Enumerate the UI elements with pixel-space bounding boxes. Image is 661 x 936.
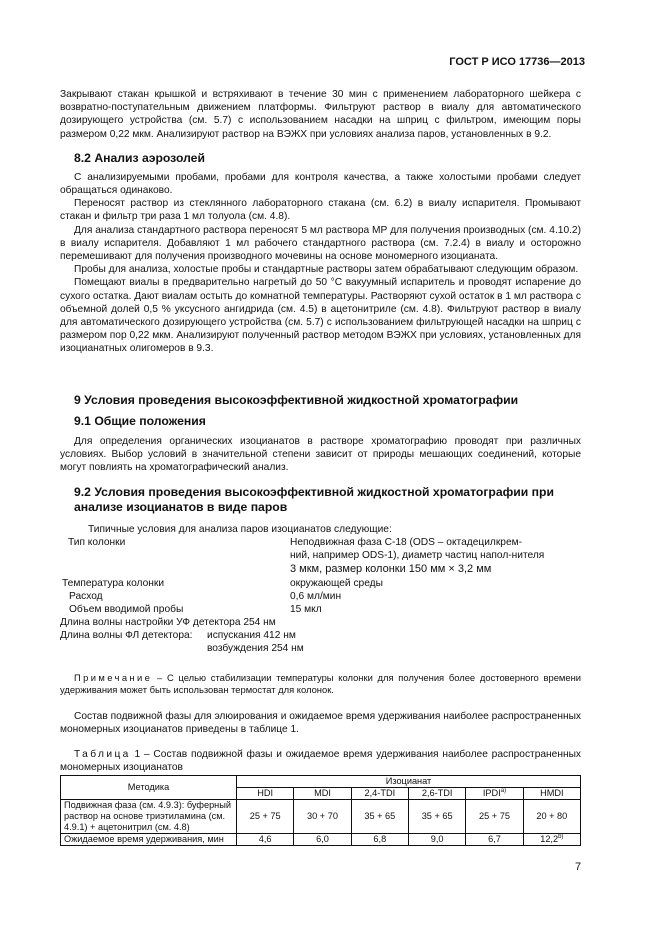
params-intro: Типичные условия для анализа паров изоцианатов следующие: (88, 523, 392, 535)
content-section-8 (60, 88, 581, 356)
paragraph: Для анализа стандартного раствора переносят 5 мл раствора МР для получения производных (см. 4.10.2) в виалу испарителя. Добавляют 1 мл рабочего стандартного раствора (см. 7.2.4) в виалу и осторожно перемешивают для получения производного мочевины на основе мономерного изоцианата. (60, 224, 581, 263)
table-cell: 25 + 75 (466, 799, 523, 833)
param-label: Длина волны ФЛ детектора: (60, 629, 193, 641)
note-text: – С целью стабилизации температуры колонки для получения более достоверного времени удерживания может быть использован термостат для колонок. (60, 671, 581, 695)
footnote-mark: a) (500, 787, 507, 794)
header-cell (466, 787, 523, 799)
header-cell: MDI (294, 787, 351, 799)
param-value: возбуждения 254 нм (207, 642, 304, 654)
page-number: 7 (575, 861, 582, 873)
header-ipdi: IPDI (482, 787, 501, 798)
table-cell: 35 + 65 (408, 799, 465, 833)
paragraph: Помещают виалы в предварительно нагретый до 50 °С вакуумный испаритель и проводят испарение до сухого остатка. Дают виалам остыть до комнатной температуры. Растворяют сухой остаток в 1 мл раствора с объемной долей 0,5 % уксусного ангидрида (см. 4.5) в ацетонитриле (см. 4.8). Фильтруют раствор в виалу для автоматического дозирующего устройства (см. 5.7) с использованием фильтрующей насадки на шприц с размером пор 0,22 мкм. Анализируют полученный раствор методом ВЭЖХ при условиях, установленных для изоцианатных олигомеров в 9.3. (60, 277, 581, 355)
param-value: ний, например ODS-1), диаметр частиц напол-нителя (290, 549, 545, 561)
table-1 (60, 775, 581, 846)
table-row (61, 799, 581, 833)
paragraph: С анализируемыми пробами, пробами для контроля качества, а также холостыми пробами следует обращаться одинаково. (60, 171, 581, 197)
paragraph: Состав подвижной фазы для элюирования и ожидаемое время удерживания наиболее распространенных мономерных изоцианатов приведены в таблице 1. (60, 710, 581, 736)
paragraph: Переносят раствор из стеклянного лабораторного стакана (см. 6.2) в виалу испарителя. Промывают стакан и фильтр три раза 1 мл толуола (см. 4.8). (60, 198, 581, 223)
header-cell: 2,4-TDI (351, 787, 408, 799)
table-cell: 9,0 (408, 833, 465, 845)
table-cell: 20 + 80 (523, 799, 580, 833)
param-label: Тип колонки (68, 536, 126, 548)
param-label: Объем вводимой пробы (69, 603, 184, 615)
hplc-parameters (60, 536, 581, 666)
table-cell: 4,6 (237, 833, 294, 845)
param-value: окружающей среды (290, 577, 383, 589)
param-value: 0,6 мл/мин (290, 590, 342, 602)
table-cell (523, 833, 580, 845)
value-hmdi: 12,2 (540, 833, 559, 844)
paragraph: Для определения органических изоцианатов в растворе хроматографию проводят при различных условиях. Выбор условий в значительной степени зависит от природы мешающих соединений, которые могут повлиять на хроматографический анализ. (60, 436, 581, 474)
header-isocyanate: Изоцианат (237, 775, 581, 787)
header-method: Методика (61, 775, 237, 799)
param-label: Температура колонки (62, 577, 165, 589)
table-header-row (61, 775, 581, 787)
heading-9: 9 Условия проведения высокоэффективной жидкостной хроматографии (74, 393, 519, 407)
table-caption-label: Таблица (74, 749, 131, 761)
table-cell: 30 + 70 (294, 799, 351, 833)
note-label: Примечание (74, 671, 153, 683)
row-label: Ожидаемое время удерживания, мин (61, 833, 237, 845)
param-value: 15 мкл (290, 603, 322, 615)
table-row (61, 833, 581, 845)
content-section-9 (60, 393, 581, 846)
param-uv: Длина волны настройки УФ детектора 254 нм (60, 616, 276, 628)
table-cell: 6,8 (351, 833, 408, 845)
document-id: ГОСТ Р ИСО 17736—2013 (449, 56, 585, 68)
paragraph: Пробы для анализа, холостые пробы и стандартные растворы затем обрабатывают следующим образом. (74, 264, 579, 276)
table-caption-text: 1 – Состав подвижной фазы и ожидаемое время удерживания наиболее распространенных мономерных изоцианатов (60, 749, 581, 774)
param-label: Расход (69, 590, 103, 602)
footnote-mark: b) (558, 833, 564, 840)
table-cell: 6,7 (466, 833, 523, 845)
header-cell: HMDI (523, 787, 580, 799)
heading-9-1: 9.1 Общие положения (74, 414, 206, 428)
param-value: Неподвижная фаза С-18 (ODS – октадецилкрем- (290, 536, 523, 548)
table-cell: 35 + 65 (351, 799, 408, 833)
heading-8-2: 8.2 Анализ аэрозолей (74, 150, 205, 165)
intro-paragraph: Закрывают стакан крышкой и встряхивают в течение 30 мин с применением лабораторного шейкера с возвратно-поступательным движением платформы. Фильтруют раствор в виалу для автоматического дозирующего устройства (см. 5.7) с использованием насадки на шприц с фильтром, имеющим поры размером 0,22 мкм. Анализируют раствор на ВЭЖХ при условиях анализа паров, установленных в 9.2. (60, 89, 581, 140)
table-cell: 6,0 (294, 833, 351, 845)
header-cell: 2,6-TDI (408, 787, 465, 799)
heading-9-2: 9.2 Условия проведения высокоэффективной жидкостной хроматографии при анализе изоцианатов в виде паров (74, 484, 554, 514)
param-value: испускания 412 нм (207, 629, 296, 641)
table-caption (60, 748, 581, 774)
table-cell: 25 + 75 (237, 799, 294, 833)
row-label: Подвижная фаза (см. 4.9.3): буферный раствор на основе триэтиламина (см. 4.9.1) + ацетонитрил (см. 4.8) (61, 799, 237, 833)
note (60, 672, 581, 696)
header-cell: HDI (237, 787, 294, 799)
param-value: 3 мкм, размер колонки 150 мм × 3,2 мм (290, 562, 492, 575)
